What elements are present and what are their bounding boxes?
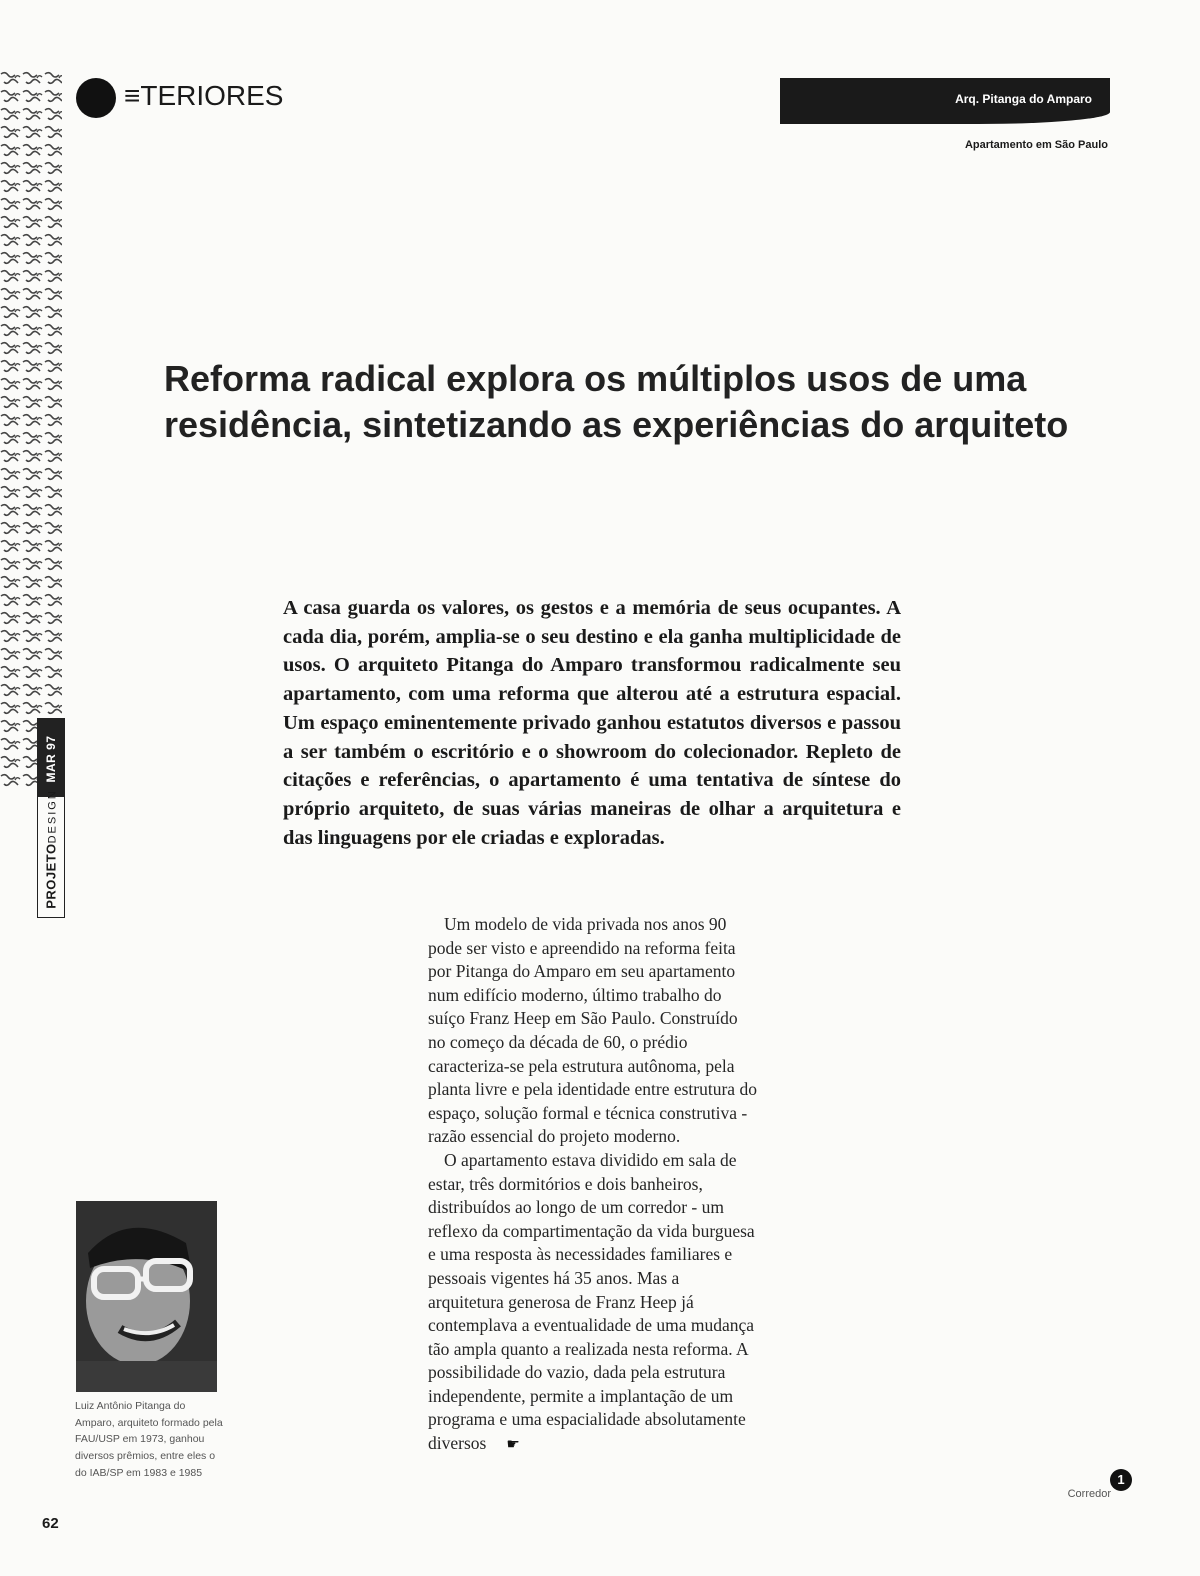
section-dot-icon xyxy=(76,78,116,118)
figure-label: Corredor xyxy=(1067,1488,1111,1500)
portrait-illustration xyxy=(76,1201,217,1392)
magazine-brand xyxy=(44,789,59,909)
photo-caption: Luiz Antônio Pitanga do Amparo, arquiteto formado pela FAU/USP em 1973, ganhou diversos prêmios, entre eles o do IAB/SP em 1983 e 1985 xyxy=(75,1400,223,1479)
figure-number-badge: 1 xyxy=(1110,1469,1132,1491)
magazine-masthead-strip xyxy=(37,718,65,918)
author-banner xyxy=(780,78,1110,124)
brand-bold: PROJETO xyxy=(43,843,59,909)
body-paragraph-2 xyxy=(428,1149,758,1458)
page-number: 62 xyxy=(42,1515,59,1532)
body-column xyxy=(428,913,758,1458)
headline: Reforma radical explora os múltiplos usos de uma residência, sintetizando as experiências do arquiteto xyxy=(164,358,1069,445)
project-name: Apartamento em São Paulo xyxy=(964,139,1108,151)
section-letter: ≡ xyxy=(124,80,141,111)
pointing-hand-icon: ☛ xyxy=(506,1437,520,1454)
lead-paragraph: A casa guarda os valores, os gestos e a memória de seus ocupantes. A cada dia, porém, amplia-se o seu destino e ela ganha multiplicidade de usos. O arquiteto Pitanga do Amparo transformou radicalmente seu apartamento, com uma reforma que alterou até a estrutura espacial. Um espaço eminentemente privado ganhou estatutos diversos e passou a ser também o escritório e o showroom do colecionador. Repleto de citações e referências, o apartamento é uma tentativa de síntese do próprio arquiteto, de suas várias maneiras de olhar a arquitetura e das linguagens por ele criadas e exploradas. xyxy=(283,597,901,849)
body-paragraph-1: Um modelo de vida privada nos anos 90 pode ser visto e apreendido na reforma feita por Pitanga do Amparo em seu apartamento num edifício moderno, último trabalho do suíço Franz Heep em São Paulo. Construído no começo da década de 60, o prédio caracteriza-se pela estrutura autônoma, pela planta livre e pela identidade entre estrutura do espaço, solução formal e técnica construtiva - razão essencial do projeto moderno. xyxy=(428,914,757,1147)
decorative-squiggle-pattern xyxy=(0,70,62,790)
section-title-rest: TERIORES xyxy=(140,80,284,111)
architect-portrait-photo xyxy=(76,1201,217,1392)
brand-light: DESIGN xyxy=(46,789,59,844)
body-paragraph-2-text: O apartamento estava dividido em sala de estar, três dormitórios e dois banheiros, distribuídos ao longo de um corredor - um reflexo da compartimentação da vida burguesa e uma resposta às necessidades familiares e pessoais vigentes há 35 anos. Mas a arquitetura generosa de Franz Heep já contemplava a eventualidade de uma mudança tão ampla quanto a realizada nesta reforma. A possibilidade do vazio, dada pela estrutura independente, permite a implantação de um programa e uma espacialidade absolutamente diversos xyxy=(428,1149,755,1454)
section-title xyxy=(124,80,283,112)
issue-date: MAR 97 xyxy=(44,735,58,783)
author-name: Arq. Pitanga do Amparo xyxy=(955,92,1092,106)
